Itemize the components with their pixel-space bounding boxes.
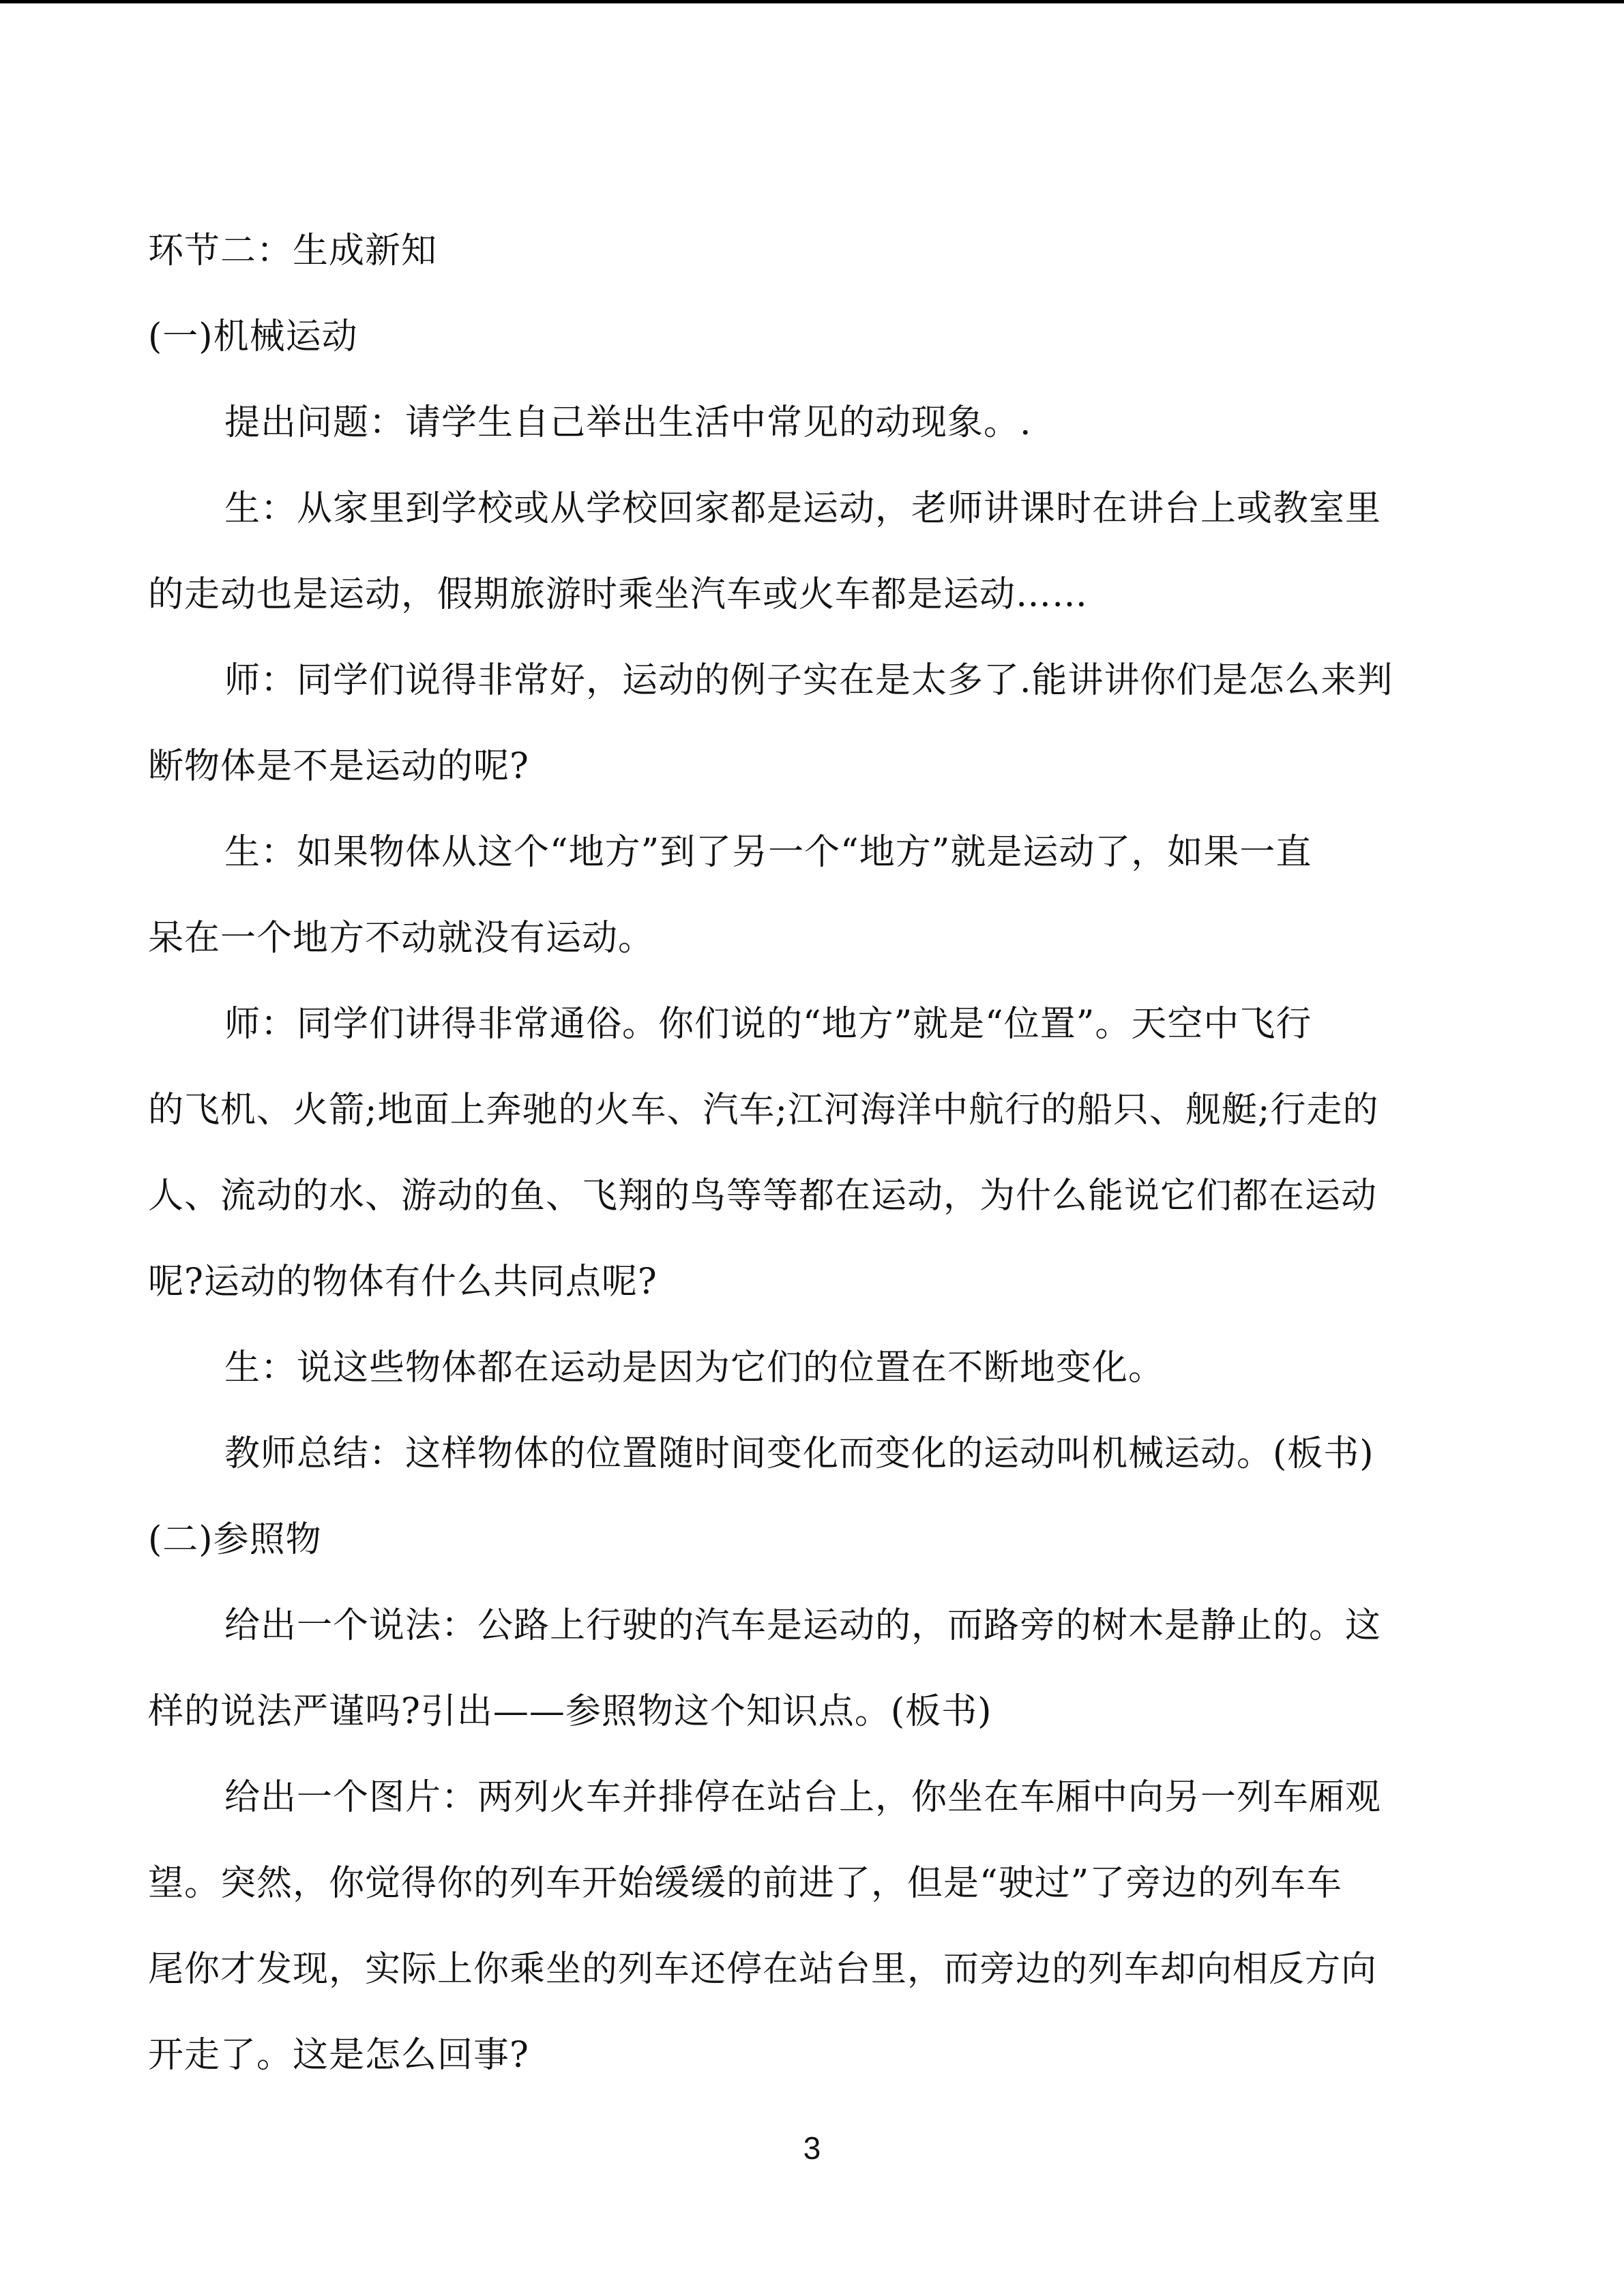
subsection-heading: (二)参照物 xyxy=(148,1519,322,1560)
paragraph-line: 给出一个说法：公路上行驶的汽车是运动的，而路旁的树木是静止的。这 xyxy=(224,1605,1382,1646)
top-border xyxy=(0,0,1624,3)
paragraph-line: 的飞机、火箭;地面上奔驰的火车、汽车;江河海洋中航行的船只、舰艇;行走的 xyxy=(148,1090,1379,1131)
subsection-heading: (一)机械运动 xyxy=(148,316,358,357)
paragraph-line: 断物体是不是运动的呢? xyxy=(148,746,529,787)
paragraph-line: 尾你才发现，实际上你乘坐的列车还停在站台里，而旁边的列车却向相反方向 xyxy=(148,1949,1378,1990)
section-heading: 环节二：生成新知 xyxy=(148,230,438,271)
paragraph-line: 师：同学们说得非常好，运动的例子实在是太多了.能讲讲你们是怎么来判 xyxy=(224,660,1393,701)
paragraph-line: 样的说法严谨吗?引出——参照物这个知识点。(板书) xyxy=(148,1691,992,1732)
paragraph-line: 给出一个图片：两列火车并排停在站台上，你坐在车厢中向另一列车厢观 xyxy=(224,1777,1382,1818)
page-number: 3 xyxy=(803,2130,821,2166)
paragraph-line: 教师总结：这样物体的位置随时间变化而变化的运动叫机械运动。(板书) xyxy=(224,1433,1374,1474)
paragraph-line: 生：如果物体从这个“地方”到了另一个“地方”就是运动了，如果一直 xyxy=(224,832,1312,873)
paragraph-line: 生：说这些物体都在运动是因为它们的位置在不断地变化。 xyxy=(224,1347,1165,1388)
paragraph-line: 人、流动的水、游动的鱼、飞翔的鸟等等都在运动，为什么能说它们都在运动 xyxy=(148,1176,1378,1217)
paragraph-line: 的走动也是运动，假期旅游时乘坐汽车或火车都是运动…… xyxy=(148,574,1089,615)
paragraph-line: 生：从家里到学校或从学校回家都是运动，老师讲课时在讲台上或教室里 xyxy=(224,488,1382,529)
paragraph-line: 望。突然，你觉得你的列车开始缓缓的前进了，但是“驶过”了旁边的列车车 xyxy=(148,1863,1343,1904)
document-body xyxy=(148,208,1473,2098)
paragraph-line: 呢?运动的物体有什么共同点呢? xyxy=(148,1262,658,1302)
paragraph-line: 师：同学们讲得非常通俗。你们说的“地方”就是“位置”。天空中飞行 xyxy=(224,1004,1312,1045)
paragraph-line: 呆在一个地方不动就没有运动。 xyxy=(148,918,655,959)
paragraph-line: 开走了。这是怎么回事? xyxy=(148,2035,529,2076)
paragraph-line: 提出问题：请学生自己举出生活中常见的动现象。. xyxy=(224,402,1032,443)
